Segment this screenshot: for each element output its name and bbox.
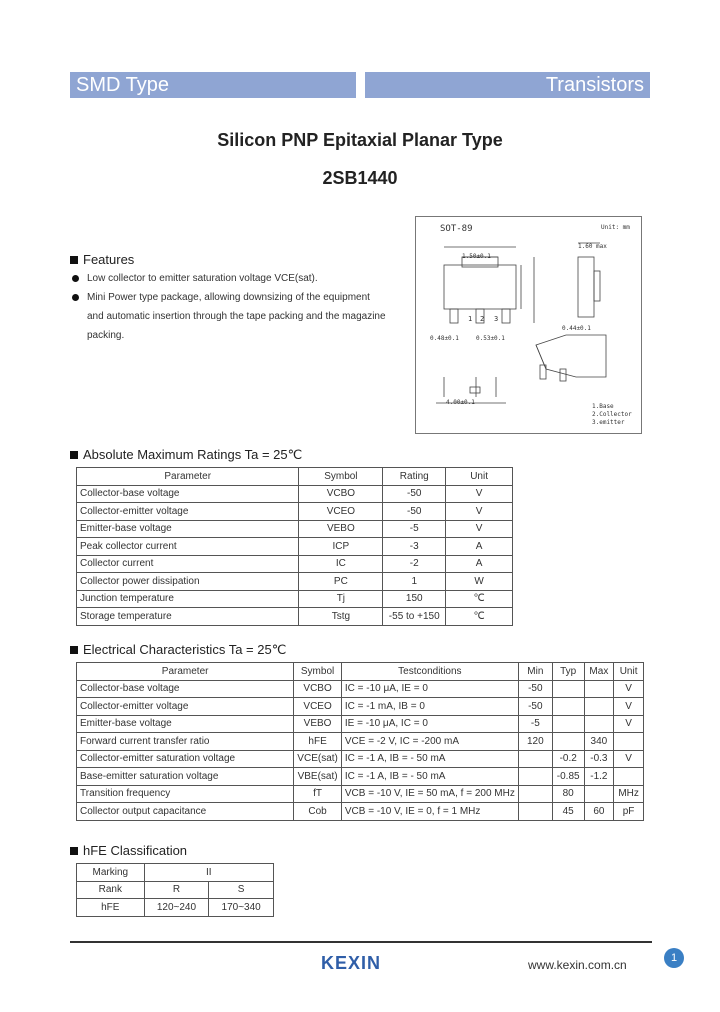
table-row [77,485,513,503]
table-row [77,768,644,786]
cell [614,733,644,751]
cell: Tstg [299,608,383,626]
cell: V [446,503,513,521]
cell: II [144,864,273,882]
cell: VBE(sat) [294,768,342,786]
cell: Collector-emitter voltage [77,698,294,716]
cell: VCB = -10 V, IE = 50 mA, f = 200 MHz [341,785,518,803]
cell: hFE [294,733,342,751]
table-row [77,715,644,733]
cell [552,698,584,716]
cell: Collector current [77,555,299,573]
table-row [77,520,513,538]
package-drawing [415,216,642,434]
cell [584,680,614,698]
cell: 1 [383,573,446,591]
cell: Tj [299,590,383,608]
elec-heading [70,642,286,658]
dimension-label: 0.48±0.1 [430,335,459,342]
cell: VEBO [299,520,383,538]
cell: IC = -1 A, IB = - 50 mA [341,768,518,786]
cell: W [446,573,513,591]
cell: IC = -1 mA, IB = 0 [341,698,518,716]
cell: -50 [518,680,552,698]
cell [552,733,584,751]
pin-legend: 1.Base [592,403,614,410]
table-row [77,680,644,698]
feature-text: Low collector to emitter saturation voltage VCE(sat). [87,273,318,284]
cell: -3 [383,538,446,556]
cell: ICP [299,538,383,556]
package-name: SOT-89 [440,224,473,234]
cell: VCBO [299,485,383,503]
feature-item [72,273,318,284]
col-header: Parameter [77,663,294,681]
square-bullet-icon [70,847,78,855]
cell: pF [614,803,644,821]
cell: Collector-emitter voltage [77,503,299,521]
cell: VEBO [294,715,342,733]
footer-url[interactable]: www.kexin.com.cn [528,958,627,972]
col-header: Testconditions [341,663,518,681]
hfe-heading [70,843,187,858]
cell: VCE(sat) [294,750,342,768]
features-heading-text: Features [83,252,135,267]
col-header: Symbol [299,468,383,486]
cell: A [446,538,513,556]
cell: IC [299,555,383,573]
abs-max-table [76,467,513,626]
pin-legend: 2.Collector [592,411,632,418]
table-row [77,881,274,899]
document-title: Silicon PNP Epitaxial Planar Type [217,130,503,150]
cell: Collector output capacitance [77,803,294,821]
table-header-row [77,663,644,681]
package-unit: Unit: mm [601,224,630,231]
cell: Collector-emitter saturation voltage [77,750,294,768]
cell: Collector-base voltage [77,485,299,503]
cell [518,803,552,821]
cell: Cob [294,803,342,821]
pin-legend: 3.emitter [592,419,625,426]
cell: PC [299,573,383,591]
cell: fT [294,785,342,803]
cell: 340 [584,733,614,751]
table-row [77,555,513,573]
cell: -50 [383,485,446,503]
cell: -5 [518,715,552,733]
table-header-row [77,468,513,486]
cell: Storage temperature [77,608,299,626]
cell: V [614,715,644,733]
page-number-badge: 1 [664,948,684,968]
cell: Junction temperature [77,590,299,608]
cell: hFE [77,899,145,917]
cell: 120~240 [144,899,209,917]
svg-text:2: 2 [480,315,485,323]
cell: VCBO [294,680,342,698]
table-row [77,733,644,751]
table-row [77,573,513,591]
cell: -0.85 [552,768,584,786]
part-number: 2SB1440 [322,168,398,188]
cell: Forward current transfer ratio [77,733,294,751]
cell: VCE = -2 V, IC = -200 mA [341,733,518,751]
cell: Marking [77,864,145,882]
cell: V [614,698,644,716]
dimension-label: 1.60 max [578,243,607,250]
col-header: Unit [614,663,644,681]
abs-max-heading-text: Absolute Maximum Ratings Ta = 25℃ [83,447,303,462]
cell: VCB = -10 V, IE = 0, f = 1 MHz [341,803,518,821]
col-header: Parameter [77,468,299,486]
cell: Emitter-base voltage [77,520,299,538]
cell: -1.2 [584,768,614,786]
cell: -55 to +150 [383,608,446,626]
cell: R [144,881,209,899]
hfe-heading-text: hFE Classification [83,843,188,858]
cell: Base-emitter saturation voltage [77,768,294,786]
cell: ℃ [446,608,513,626]
hfe-table [76,863,274,917]
dimension-label: 0.44±0.1 [562,325,591,332]
elec-table [76,662,644,821]
bullet-dot-icon [72,294,79,301]
cell [518,768,552,786]
cell: -50 [518,698,552,716]
svg-text:3: 3 [494,315,499,323]
cell: Collector power dissipation [77,573,299,591]
cell [518,785,552,803]
cell [552,680,584,698]
cell: 120 [518,733,552,751]
cell: -0.3 [584,750,614,768]
col-header: Symbol [294,663,342,681]
cell: VCEO [299,503,383,521]
cell: 80 [552,785,584,803]
table-row [77,503,513,521]
bullet-dot-icon [72,275,79,282]
kexin-logo: KEXIN [321,953,382,973]
svg-text:1: 1 [468,315,473,323]
cell [552,715,584,733]
dimension-label: 1.50±0.1 [462,253,491,260]
dimension-label: 0.53±0.1 [476,335,505,342]
table-row [77,899,274,917]
footer-divider [70,941,652,943]
cell: 45 [552,803,584,821]
cell: -5 [383,520,446,538]
feature-item [72,292,370,303]
abs-max-heading [70,447,302,463]
table-row [77,538,513,556]
cell: -2 [383,555,446,573]
elec-heading-text: Electrical Characteristics Ta = 25℃ [83,642,287,657]
cell: 170~340 [209,899,274,917]
cell: ℃ [446,590,513,608]
features-heading [70,252,134,267]
cell: Transition frequency [77,785,294,803]
cell: S [209,881,274,899]
table-row [77,803,644,821]
col-header: Min [518,663,552,681]
cell: -0.2 [552,750,584,768]
feature-text: Mini Power type package, allowing downsizing of the equipment [87,292,370,303]
cell: V [614,750,644,768]
col-header: Unit [446,468,513,486]
square-bullet-icon [70,256,78,264]
table-row [77,750,644,768]
feature-continuation: packing. [87,330,125,341]
feature-continuation: and automatic insertion through the tape packing and the magazine [87,311,386,322]
header-right-banner: Transistors [365,72,650,98]
cell [584,715,614,733]
cell: 150 [383,590,446,608]
cell [518,750,552,768]
cell [614,768,644,786]
cell: V [446,520,513,538]
cell [584,698,614,716]
table-row [77,864,274,882]
cell: V [446,485,513,503]
col-header: Typ [552,663,584,681]
cell: Peak collector current [77,538,299,556]
cell: IE = -10 μA, IC = 0 [341,715,518,733]
cell: IC = -10 μA, IE = 0 [341,680,518,698]
cell [584,785,614,803]
table-row [77,785,644,803]
table-row [77,698,644,716]
cell: V [614,680,644,698]
cell: Emitter-base voltage [77,715,294,733]
cell: MHz [614,785,644,803]
col-header: Rating [383,468,446,486]
square-bullet-icon [70,646,78,654]
cell: VCEO [294,698,342,716]
cell: -50 [383,503,446,521]
col-header: Max [584,663,614,681]
table-row [77,590,513,608]
cell: IC = -1 A, IB = - 50 mA [341,750,518,768]
cell: Rank [77,881,145,899]
square-bullet-icon [70,451,78,459]
cell: A [446,555,513,573]
cell: Collector-base voltage [77,680,294,698]
cell: 60 [584,803,614,821]
dimension-label: 4.00±0.1 [446,399,475,406]
table-row [77,608,513,626]
header-left-banner: SMD Type [70,72,356,98]
